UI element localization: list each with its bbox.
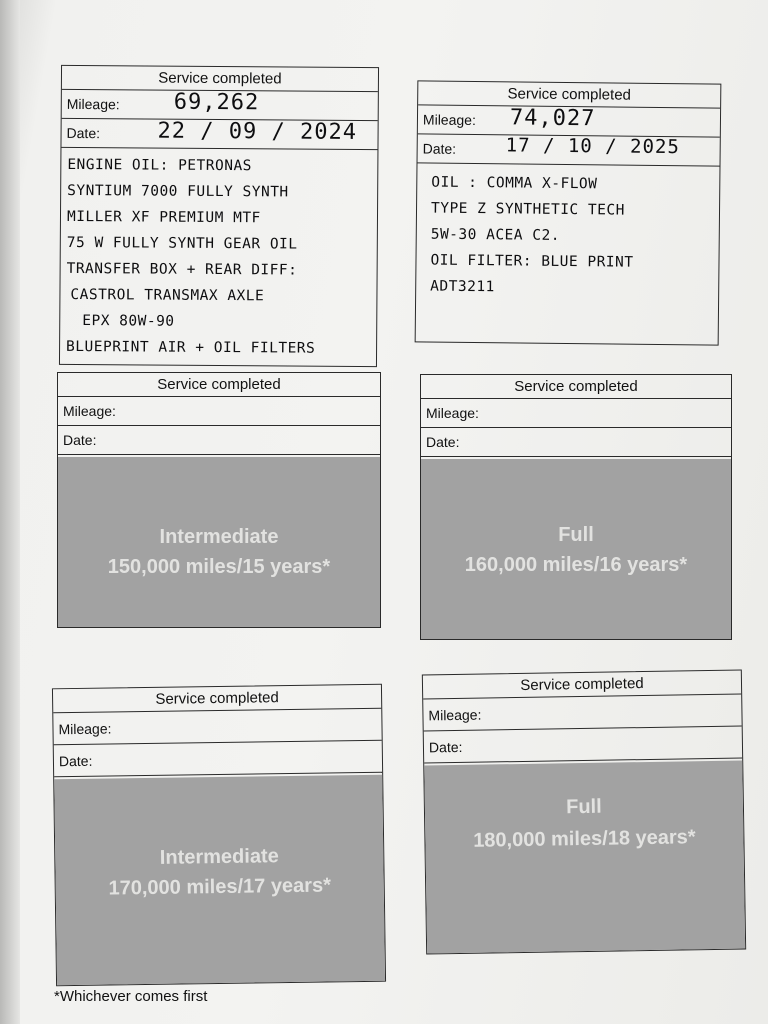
date-label: Date:: [426, 434, 460, 450]
mileage-label: Mileage:: [63, 403, 116, 419]
note-line: ADT3211: [430, 278, 495, 296]
page-binding-edge: [0, 0, 20, 1024]
service-interval-label: 170,000 miles/17 years*: [108, 874, 332, 900]
service-notes: [66, 152, 373, 362]
service-interval-panel: [58, 457, 380, 627]
date-label: Date:: [428, 738, 463, 756]
service-card-2: [415, 80, 722, 345]
service-interval-panel: [424, 761, 745, 954]
date-row: [54, 741, 382, 778]
date-label: Date:: [422, 140, 457, 157]
mileage-row: [421, 399, 731, 428]
mileage-label: Mileage:: [66, 95, 120, 113]
note-line: OIL FILTER: BLUE PRINT: [430, 252, 634, 271]
note-line: SYNTIUM 7000 FULLY SYNTH: [67, 182, 289, 201]
date-row: [61, 119, 377, 150]
note-line: 5W-30 ACEA C2.: [430, 226, 561, 244]
card-title: Service completed: [62, 66, 378, 92]
service-type-label: Intermediate: [159, 526, 279, 548]
date-label: Date:: [63, 432, 97, 448]
mileage-label: Mileage:: [428, 706, 482, 724]
service-type-label: Intermediate: [159, 845, 279, 869]
footnote: *Whichever comes first: [54, 988, 208, 1005]
service-interval-label: 150,000 miles/15 years*: [107, 556, 331, 578]
date-row: [424, 727, 742, 764]
service-type-label: Full: [558, 524, 594, 546]
card-title: Service completed: [53, 685, 381, 714]
mileage-label: Mileage:: [422, 111, 476, 129]
mileage-row: [423, 695, 741, 732]
mileage-label: Mileage:: [58, 720, 112, 738]
mileage-row: [53, 709, 381, 746]
mileage-row: [418, 105, 720, 137]
mileage-value: 74,027: [509, 105, 596, 132]
note-line: TYPE Z SYNTHETIC TECH: [430, 200, 625, 219]
service-interval-panel: [54, 775, 385, 986]
note-line: CASTROL TRANSMAX AXLE: [70, 286, 265, 305]
date-row: [58, 426, 380, 455]
service-interval-label: 160,000 miles/16 years*: [464, 554, 688, 576]
card-title: Service completed: [421, 375, 731, 399]
service-card-1: [59, 65, 379, 367]
service-type-label: Full: [565, 795, 602, 819]
card-title: Service completed: [423, 671, 741, 700]
date-label: Date:: [66, 124, 101, 142]
mileage-label: Mileage:: [426, 405, 479, 421]
note-line: OIL : COMMA X-FLOW: [431, 174, 598, 193]
note-line: TRANSFER BOX + REAR DIFF:: [66, 260, 298, 279]
service-notes: [430, 170, 715, 303]
service-card-4: [420, 374, 732, 640]
date-row: [418, 134, 720, 166]
note-line: EPX 80W-90: [82, 313, 175, 330]
mileage-row: [62, 90, 378, 121]
note-line: 75 W FULLY SYNTH GEAR OIL: [66, 234, 298, 253]
service-card-6: [422, 670, 746, 955]
note-line: ENGINE OIL: PETRONAS: [67, 156, 253, 175]
date-row: [421, 428, 731, 457]
service-interval-panel: [421, 459, 731, 639]
mileage-value: 69,262: [173, 89, 260, 116]
card-title: Service completed: [58, 373, 380, 397]
date-label: Date:: [58, 752, 93, 770]
note-line: BLUEPRINT AIR + OIL FILTERS: [66, 338, 316, 357]
date-value: 17 / 10 / 2025: [505, 134, 680, 159]
service-card-5: [52, 684, 386, 987]
date-value: 22 / 09 / 2024: [157, 118, 358, 145]
mileage-row: [58, 397, 380, 426]
service-card-3: [57, 372, 381, 628]
service-interval-label: 180,000 miles/18 years*: [473, 826, 696, 852]
note-line: MILLER XF PREMIUM MTF: [66, 208, 261, 227]
card-title: Service completed: [418, 81, 720, 108]
